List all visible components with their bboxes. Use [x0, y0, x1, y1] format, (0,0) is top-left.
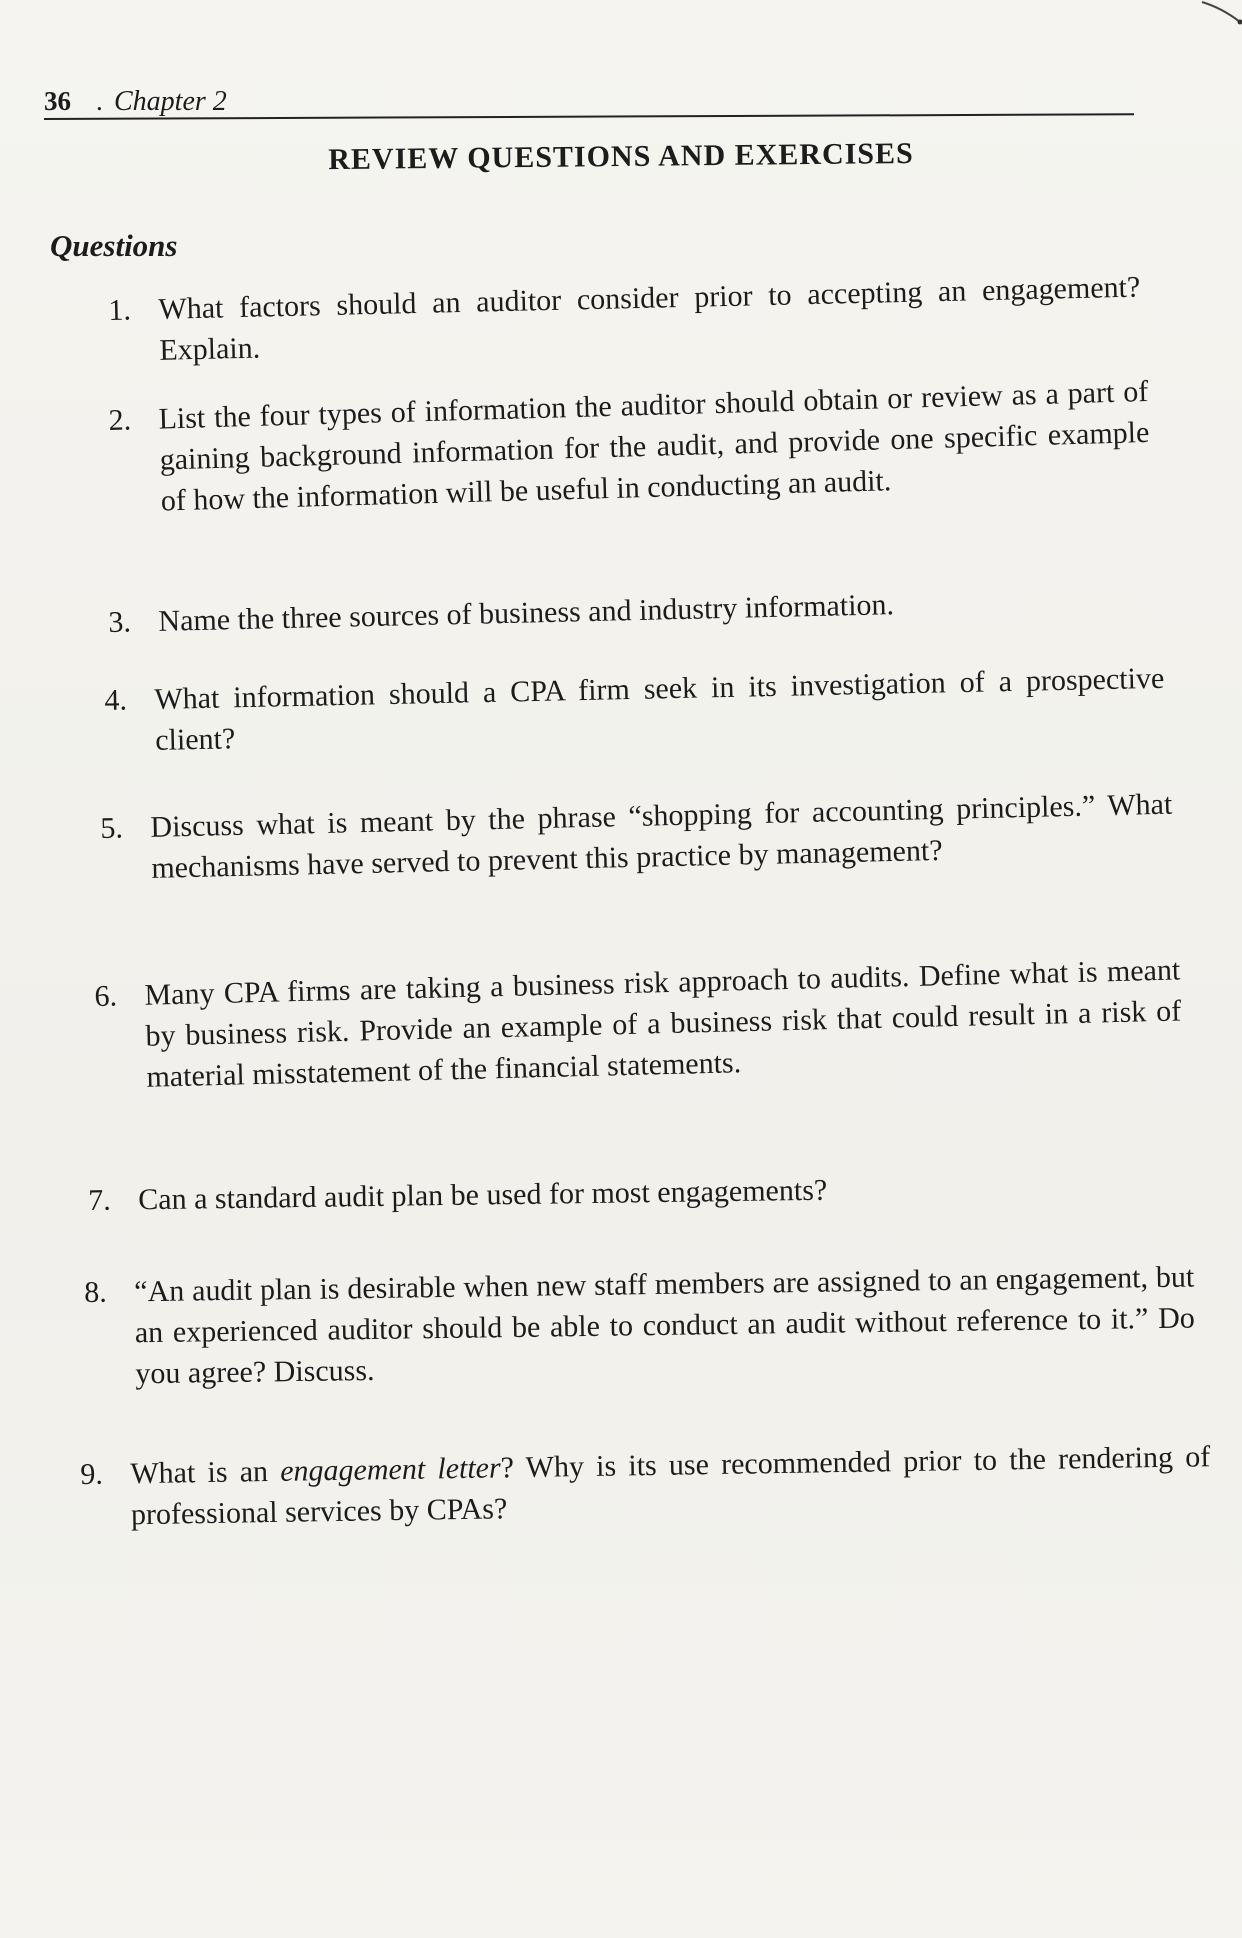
- question-text: Discuss what is meant by the phrase “shopping for accounting principles.” What mechanisms have served to prevent this practice by management?: [150, 787, 1173, 885]
- question-item: [100, 784, 1174, 890]
- question-text: Can a standard audit plan be used for most engagements?: [138, 1173, 828, 1217]
- question-text: [130, 1436, 1211, 1535]
- question-number: 2.: [108, 403, 132, 437]
- question-text: Many CPA firms are taking a business risk approach to audits. Define what is meant by business risk. Provide an example of a business risk that could result in a risk of material misstatement of the financial statements.: [144, 953, 1182, 1094]
- question-text: “An audit plan is desirable when new staff members are assigned to an engagement, but an experienced auditor should be able to conduct an audit without reference to it.” Do you agree? Discuss.: [134, 1260, 1195, 1391]
- question-number: 3.: [108, 605, 132, 639]
- question-item: [104, 658, 1165, 762]
- question-number: 1.: [108, 293, 132, 327]
- question-number: 7.: [88, 1183, 112, 1217]
- question-item: [108, 267, 1142, 372]
- chapter-label: Chapter 2: [114, 86, 227, 117]
- question-item: [108, 371, 1151, 523]
- engagement-letter-term: engagement letter: [279, 1451, 501, 1488]
- question-text: List the four types of information the auditor should obtain or review as a part of gaining background information for the audit, and provide one specific example of how the information will be useful in conducting an audit.: [158, 374, 1150, 518]
- question-text: What information should a CPA firm seek in its investigation of a prospective client?: [154, 661, 1165, 757]
- question-item: [108, 578, 1149, 643]
- header-separator: .: [96, 86, 103, 116]
- question-item: [80, 1436, 1211, 1536]
- question-number: 5.: [100, 811, 124, 845]
- question-text: Name the three sources of business and industry information.: [158, 588, 895, 638]
- section-title: REVIEW QUESTIONS AND EXERCISES: [328, 136, 914, 177]
- question-item: [94, 949, 1183, 1098]
- question-text-before: What is an: [130, 1454, 281, 1491]
- page-number: 36: [44, 86, 71, 116]
- question-text-after: ? Why is its use recommended prior to the rendering of professional services by CPAs?: [130, 1440, 1211, 1532]
- question-number: 6.: [94, 979, 118, 1013]
- subsection-title: Questions: [50, 228, 178, 263]
- question-number: 9.: [80, 1457, 104, 1491]
- question-item: [84, 1257, 1196, 1395]
- question-item: [88, 1165, 1178, 1221]
- question-number: 8.: [84, 1275, 108, 1309]
- question-number: 4.: [104, 683, 128, 717]
- question-text: What factors should an auditor consider prior to accepting an engagement? Explain.: [158, 270, 1141, 367]
